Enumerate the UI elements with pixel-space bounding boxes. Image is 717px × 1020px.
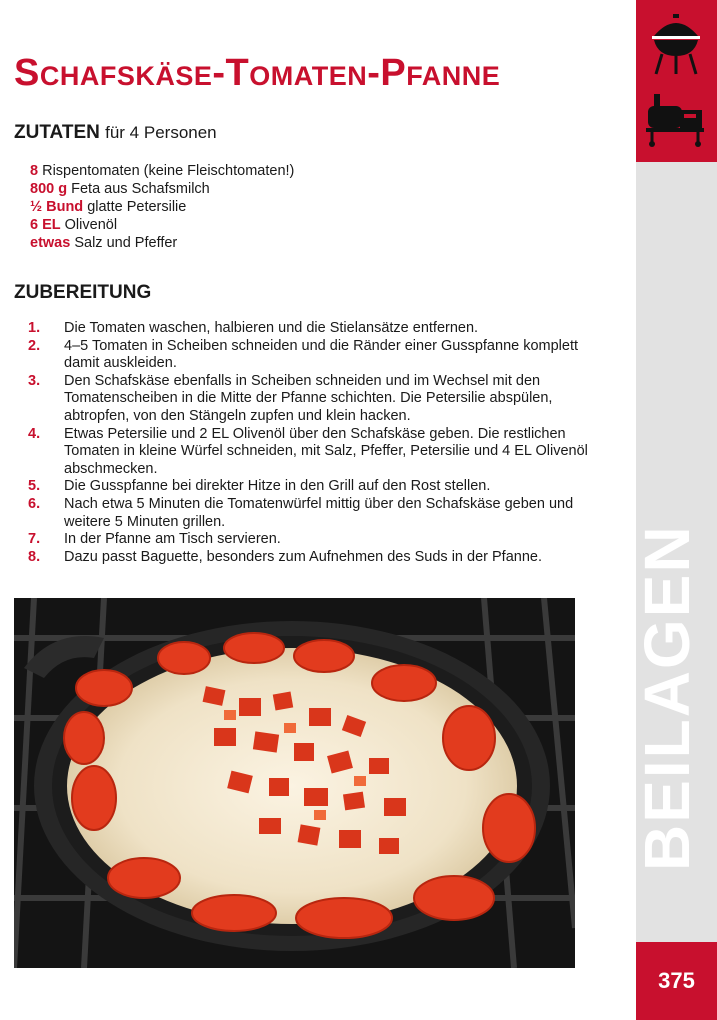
recipe-photo — [14, 598, 575, 968]
ingredient-text: Feta aus Schafsmilch — [71, 181, 210, 197]
preparation-heading: ZUBEREITUNG — [14, 282, 152, 303]
step-item — [28, 373, 588, 426]
ingredient-item — [30, 234, 294, 252]
ingredient-item — [30, 162, 294, 180]
ingredient-qty: 6 EL — [30, 217, 61, 233]
ingredients-list — [30, 162, 294, 252]
step-number: 4. — [28, 425, 41, 442]
step-text: Die Gusspfanne bei direkter Hitze in den Grill auf den Rost stellen. — [64, 478, 491, 495]
ingredient-item — [30, 216, 294, 234]
ingredient-qty: ½ Bund — [30, 199, 84, 215]
step-item — [28, 338, 588, 373]
step-item — [28, 426, 588, 479]
ingredient-text: Olivenöl — [64, 217, 118, 233]
step-item — [28, 478, 588, 496]
ingredient-qty: 8 — [30, 163, 39, 179]
preparation-steps — [28, 320, 588, 566]
step-number: 3. — [28, 372, 41, 389]
servings-label: für 4 Personen — [105, 123, 217, 142]
step-number: 8. — [28, 548, 41, 565]
step-number: 6. — [28, 495, 41, 512]
grill-pan-illustration — [14, 598, 575, 968]
step-item — [28, 496, 588, 531]
step-text: Etwas Petersilie und 2 EL Olivenöl über den Schafskäse geben. Die restlichen Tomaten in kleine Würfel schneiden, mit Salz, Pfeffer, Petersilie und 4 EL Olivenöl abschmecken. — [64, 425, 588, 477]
step-item — [28, 320, 588, 338]
step-text: In der Pfanne am Tisch servieren. — [64, 531, 281, 548]
smoker-grill-icon — [644, 92, 706, 148]
step-text: Den Schafskäse ebenfalls in Scheiben schneiden und im Wechsel mit den Tomatenscheiben in die Mitte der Pfanne schichten. Die Petersilie abspülen, abtropfen, von den Stängeln zupfen und klein hacken. — [64, 372, 553, 424]
kettle-grill-icon — [650, 12, 702, 76]
step-text: 4–5 Tomaten in Scheiben schneiden und die Ränder einer Gusspfanne komplett damit auskleiden. — [64, 337, 579, 372]
ingredients-heading-label: ZUTATEN — [14, 122, 100, 143]
ingredients-heading — [14, 122, 217, 144]
ingredient-text: glatte Petersilie — [87, 199, 187, 215]
ingredient-qty: etwas — [30, 235, 71, 251]
step-text: Dazu passt Baguette, besonders zum Aufnehmen des Suds in der Pfanne. — [64, 548, 542, 565]
step-number: 1. — [28, 320, 41, 336]
step-number: 2. — [28, 337, 41, 354]
ingredient-qty: 800 g — [30, 181, 68, 197]
ingredient-text: Rispentomaten (keine Fleischtomaten!) — [42, 163, 295, 179]
category-label: BEILAGEN — [631, 524, 703, 871]
step-item — [28, 549, 588, 567]
step-item — [28, 531, 588, 549]
ingredient-item — [30, 198, 294, 216]
step-text: Die Tomaten waschen, halbieren und die Stielansätze entfernen. — [64, 320, 479, 336]
step-number: 5. — [28, 478, 41, 495]
step-text: Nach etwa 5 Minuten die Tomatenwürfel mittig über den Schafskäse geben und weitere 5 Minuten grillen. — [64, 495, 574, 530]
page-number: 375 — [658, 968, 695, 993]
step-number: 7. — [28, 531, 41, 548]
ingredient-item — [30, 180, 294, 198]
recipe-title: Schafskäse-Tomaten-Pfanne — [14, 52, 501, 94]
ingredient-text: Salz und Pfeffer — [74, 235, 178, 251]
